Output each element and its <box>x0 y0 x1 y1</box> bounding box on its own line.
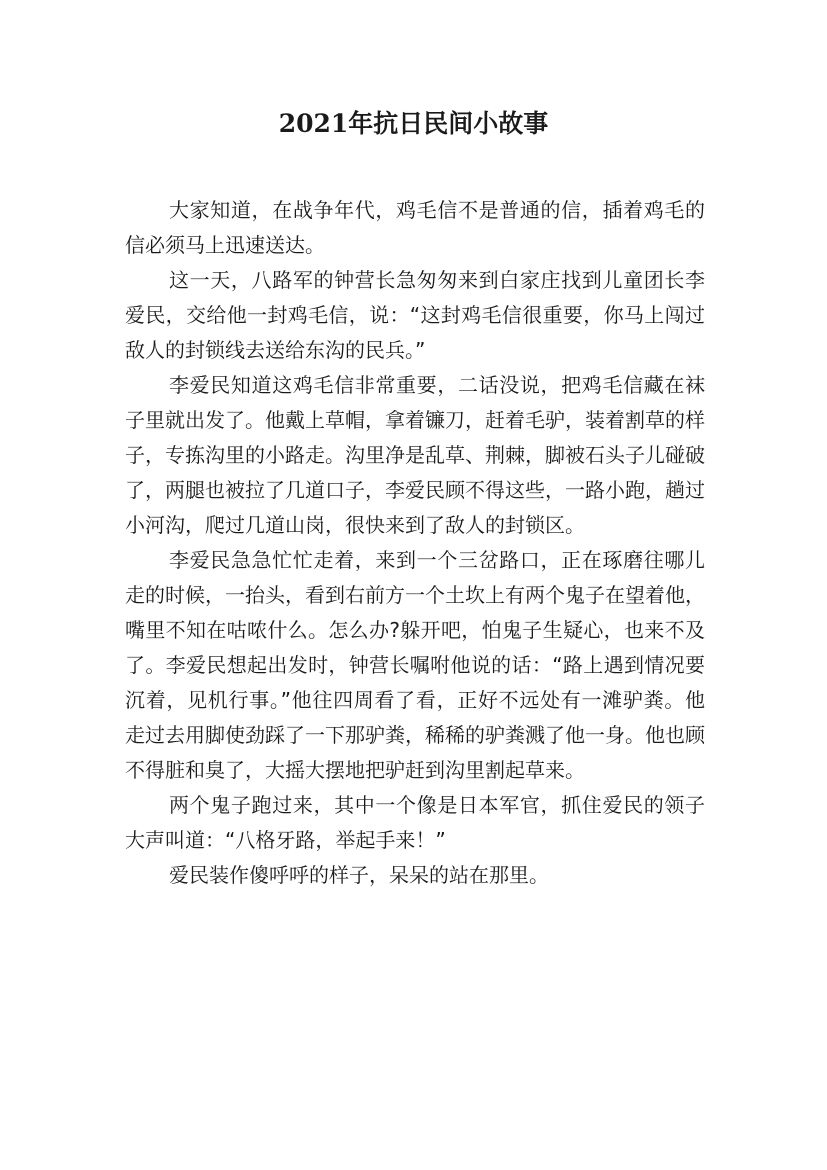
document-title: 2021年抗日民间小故事 <box>278 109 549 138</box>
paragraph: 这一天，八路军的钟营长急匆匆来到白家庄找到儿童团长李爱民，交给他一封鸡毛信，说：“这封鸡毛信很重要，你马上闯过敌人的封锁线去送给东沟的民兵。” <box>125 268 705 362</box>
paragraph: 李爱民急急忙忙走着，来到一个三岔路口，正在琢磨往哪儿走的时候，一抬头，看到右前方一个土坎上有两个鬼子在望着他，嘴里不知在咕哝什么。怎么办?躲开吧，怕鬼子生疑心，也来不及了。李爱民想起出发时，钟营长嘱咐他说的话：“路上遇到情况要沉着，见机行事。”他往四周看了看，正好不远处有一滩驴粪。他走过去用脚使劲踩了一下那驴粪，稀稀的驴粪溅了他一身。他也顾不得脏和臭了，大摇大摆地把驴赶到沟里割起草来。 <box>125 548 705 782</box>
paragraph: 两个鬼子跑过来，其中一个像是日本军官，抓住爱民的领子大声叫道：“八格牙路，举起手来！” <box>125 793 705 852</box>
paragraph: 大家知道，在战争年代，鸡毛信不是普通的信，插着鸡毛的信必须马上迅速送达。 <box>125 198 705 257</box>
paragraph: 李爱民知道这鸡毛信非常重要，二话没说，把鸡毛信藏在袜子里就出发了。他戴上草帽，拿着镰刀，赶着毛驴，装着割草的样子，专拣沟里的小路走。沟里净是乱草、荆棘，脚被石头子儿碰破了，两腿也被拉了几道口子，李爱民顾不得这些，一路小跑，趟过小河沟，爬过几道山岗，很快来到了敌人的封锁区。 <box>125 373 705 537</box>
document-body <box>125 193 705 893</box>
paragraph: 爱民装作傻呼呼的样子，呆呆的站在那里。 <box>169 863 549 887</box>
